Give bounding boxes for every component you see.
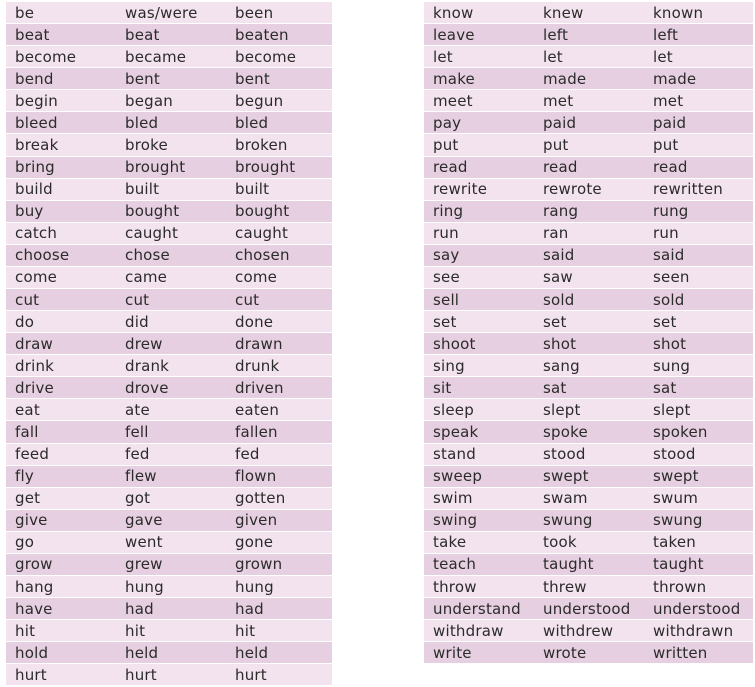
verb-row	[424, 488, 753, 510]
past-simple-cell: drank	[125, 356, 170, 375]
base-form-cell: beat	[15, 25, 50, 44]
base-form-cell: choose	[15, 246, 70, 265]
past-simple-cell: flew	[125, 467, 157, 486]
base-form-cell: drive	[15, 378, 54, 397]
base-form-cell: sweep	[433, 467, 483, 486]
verb-row	[424, 179, 753, 201]
past-simple-cell: wrote	[543, 643, 587, 662]
verb-row	[6, 421, 332, 443]
past-participle-cell: swept	[653, 467, 699, 486]
past-participle-cell: chosen	[235, 246, 290, 265]
past-participle-cell: bought	[235, 202, 290, 221]
past-simple-cell: read	[543, 158, 578, 177]
past-simple-cell: was/were	[125, 3, 198, 22]
past-simple-cell: bled	[125, 113, 159, 132]
past-simple-cell: became	[125, 47, 187, 66]
right-verb-table	[424, 2, 753, 664]
past-participle-cell: slept	[653, 400, 691, 419]
base-form-cell: shoot	[433, 334, 476, 353]
base-form-cell: fall	[15, 423, 39, 442]
past-simple-cell: threw	[543, 577, 587, 596]
verb-row	[424, 554, 753, 576]
base-form-cell: withdraw	[433, 621, 504, 640]
past-participle-cell: made	[653, 69, 697, 88]
past-participle-cell: taken	[653, 533, 696, 552]
verb-row	[6, 311, 332, 333]
base-form-cell: cut	[15, 290, 40, 309]
base-form-cell: catch	[15, 224, 58, 243]
past-participle-cell: thrown	[653, 577, 707, 596]
verb-row	[6, 620, 332, 642]
past-participle-cell: broken	[235, 136, 288, 154]
base-form-cell: put	[433, 136, 459, 154]
base-form-cell: meet	[433, 91, 473, 110]
verb-row	[424, 289, 753, 311]
verb-row	[424, 466, 753, 488]
past-simple-cell: sang	[543, 356, 580, 375]
verb-row	[6, 2, 332, 24]
base-form-cell: eat	[15, 400, 40, 419]
verb-row	[6, 223, 332, 245]
past-participle-cell: run	[653, 224, 679, 243]
past-simple-cell: sat	[543, 378, 567, 397]
past-participle-cell: given	[235, 511, 278, 530]
verb-row	[424, 642, 753, 664]
verb-row	[424, 112, 753, 134]
verb-row	[6, 642, 332, 664]
past-simple-cell: saw	[543, 268, 573, 287]
past-participle-cell: gotten	[235, 489, 286, 508]
past-simple-cell: broke	[125, 136, 168, 154]
verb-row	[6, 245, 332, 267]
past-simple-cell: fed	[125, 445, 150, 464]
verb-row	[6, 289, 332, 311]
verb-row	[6, 532, 332, 554]
past-simple-cell: grew	[125, 555, 163, 574]
verb-row	[424, 201, 753, 223]
past-simple-cell: began	[125, 91, 173, 110]
past-simple-cell: rewrote	[543, 180, 602, 199]
verb-row	[6, 598, 332, 620]
verb-row	[6, 355, 332, 377]
past-participle-cell: bled	[235, 113, 269, 132]
verb-row	[6, 201, 332, 223]
past-simple-cell: understood	[543, 599, 631, 618]
past-participle-cell: drawn	[235, 334, 283, 353]
base-form-cell: go	[15, 533, 35, 552]
past-simple-cell: set	[543, 312, 567, 331]
base-form-cell: set	[433, 312, 457, 331]
past-simple-cell: spoke	[543, 423, 588, 442]
past-simple-cell: hit	[125, 621, 146, 640]
base-form-cell: be	[15, 3, 35, 22]
past-participle-cell: written	[653, 643, 708, 662]
past-participle-cell: done	[235, 312, 274, 331]
past-simple-cell: swept	[543, 467, 589, 486]
past-participle-cell: grown	[235, 555, 283, 574]
past-participle-cell: left	[653, 25, 679, 44]
base-form-cell: draw	[15, 334, 53, 353]
past-participle-cell: put	[653, 136, 679, 154]
past-participle-cell: come	[235, 268, 278, 287]
past-simple-cell: beat	[125, 25, 160, 44]
past-simple-cell: withdrew	[543, 621, 614, 640]
base-form-cell: do	[15, 312, 35, 331]
past-participle-cell: held	[235, 643, 269, 662]
verb-row	[6, 444, 332, 466]
past-participle-cell: understood	[653, 599, 741, 618]
base-form-cell: give	[15, 511, 48, 530]
base-form-cell: get	[15, 489, 41, 508]
past-participle-cell: shot	[653, 334, 687, 353]
left-verb-table	[6, 2, 332, 686]
past-simple-cell: built	[125, 180, 160, 199]
past-participle-cell: swum	[653, 489, 699, 508]
verb-row	[424, 46, 753, 68]
verb-row	[424, 267, 753, 289]
past-simple-cell: cut	[125, 290, 150, 309]
verb-row	[6, 90, 332, 112]
base-form-cell: teach	[433, 555, 477, 574]
verb-row	[6, 112, 332, 134]
base-form-cell: grow	[15, 555, 53, 574]
base-form-cell: come	[15, 268, 58, 287]
column-gutter	[332, 0, 424, 687]
past-simple-cell: got	[125, 489, 151, 508]
base-form-cell: know	[433, 3, 474, 22]
past-participle-cell: seen	[653, 268, 690, 287]
verb-row	[424, 333, 753, 355]
past-participle-cell: bent	[235, 69, 270, 88]
past-simple-cell: drew	[125, 334, 163, 353]
verb-row	[424, 421, 753, 443]
past-simple-cell: said	[543, 246, 575, 265]
past-participle-cell: fallen	[235, 423, 278, 442]
past-participle-cell: fed	[235, 445, 260, 464]
past-simple-cell: left	[543, 25, 569, 44]
base-form-cell: sing	[433, 356, 465, 375]
past-participle-cell: set	[653, 312, 677, 331]
verb-row	[6, 488, 332, 510]
base-form-cell: drink	[15, 356, 55, 375]
past-participle-cell: said	[653, 246, 685, 265]
past-simple-cell: shot	[543, 334, 577, 353]
past-simple-cell: sold	[543, 290, 575, 309]
past-participle-cell: gone	[235, 533, 274, 552]
verb-row	[6, 134, 332, 156]
verb-row	[424, 223, 753, 245]
past-simple-cell: met	[543, 91, 574, 110]
verb-row	[424, 134, 753, 156]
base-form-cell: stand	[433, 445, 476, 464]
past-participle-cell: flown	[235, 467, 277, 486]
past-participle-cell: sung	[653, 356, 691, 375]
past-participle-cell: hit	[235, 621, 256, 640]
past-participle-cell: stood	[653, 445, 696, 464]
base-form-cell: ring	[433, 202, 464, 221]
past-simple-cell: gave	[125, 511, 163, 530]
verb-row	[6, 267, 332, 289]
past-participle-cell: become	[235, 47, 297, 66]
past-participle-cell: driven	[235, 378, 284, 397]
past-simple-cell: ate	[125, 400, 150, 419]
base-form-cell: read	[433, 158, 468, 177]
verb-row	[6, 179, 332, 201]
verb-row	[424, 90, 753, 112]
past-participle-cell: caught	[235, 224, 289, 243]
base-form-cell: sit	[433, 378, 452, 397]
past-simple-cell: held	[125, 643, 159, 662]
past-simple-cell: swung	[543, 511, 593, 530]
past-simple-cell: paid	[543, 113, 577, 132]
verb-row	[6, 24, 332, 46]
past-simple-cell: drove	[125, 378, 169, 397]
base-form-cell: run	[433, 224, 459, 243]
verb-row	[6, 554, 332, 576]
past-simple-cell: bought	[125, 202, 180, 221]
base-form-cell: swing	[433, 511, 478, 530]
past-participle-cell: withdrawn	[653, 621, 734, 640]
verb-row	[424, 377, 753, 399]
verb-row	[424, 598, 753, 620]
past-simple-cell: put	[543, 136, 569, 154]
verb-row	[424, 576, 753, 598]
past-participle-cell: rung	[653, 202, 689, 221]
past-participle-cell: had	[235, 599, 264, 618]
past-participle-cell: let	[653, 47, 673, 66]
base-form-cell: rewrite	[433, 180, 488, 199]
past-participle-cell: sold	[653, 290, 685, 309]
past-simple-cell: knew	[543, 3, 584, 22]
past-simple-cell: taught	[543, 555, 594, 574]
past-participle-cell: eaten	[235, 400, 280, 419]
base-form-cell: buy	[15, 202, 44, 221]
base-form-cell: let	[433, 47, 453, 66]
base-form-cell: feed	[15, 445, 50, 464]
verb-row	[6, 664, 332, 686]
past-participle-cell: sat	[653, 378, 677, 397]
base-form-cell: break	[15, 136, 59, 154]
verb-row	[424, 245, 753, 267]
verb-row	[424, 620, 753, 642]
base-form-cell: leave	[433, 25, 475, 44]
base-form-cell: hit	[15, 621, 36, 640]
base-form-cell: hurt	[15, 665, 47, 684]
verb-row	[6, 46, 332, 68]
past-participle-cell: built	[235, 180, 270, 199]
base-form-cell: say	[433, 246, 460, 265]
verb-row	[424, 24, 753, 46]
past-participle-cell: begun	[235, 91, 284, 110]
past-simple-cell: stood	[543, 445, 586, 464]
base-form-cell: make	[433, 69, 475, 88]
past-simple-cell: slept	[543, 400, 581, 419]
base-form-cell: understand	[433, 599, 521, 618]
past-simple-cell: hurt	[125, 665, 157, 684]
verb-row	[424, 399, 753, 421]
verb-row	[6, 576, 332, 598]
base-form-cell: see	[433, 268, 460, 287]
base-form-cell: speak	[433, 423, 479, 442]
past-simple-cell: had	[125, 599, 154, 618]
past-participle-cell: beaten	[235, 25, 289, 44]
past-simple-cell: caught	[125, 224, 179, 243]
base-form-cell: take	[433, 533, 467, 552]
past-simple-cell: made	[543, 69, 587, 88]
base-form-cell: bleed	[15, 113, 58, 132]
base-form-cell: build	[15, 180, 53, 199]
past-participle-cell: brought	[235, 158, 296, 177]
past-simple-cell: did	[125, 312, 149, 331]
past-simple-cell: rang	[543, 202, 579, 221]
base-form-cell: become	[15, 47, 77, 66]
verb-row	[6, 399, 332, 421]
base-form-cell: throw	[433, 577, 477, 596]
past-participle-cell: spoken	[653, 423, 708, 442]
base-form-cell: sell	[433, 290, 460, 309]
past-participle-cell: read	[653, 158, 688, 177]
verb-row	[424, 532, 753, 554]
base-form-cell: write	[433, 643, 472, 662]
past-participle-cell: paid	[653, 113, 687, 132]
verb-row	[424, 311, 753, 333]
past-simple-cell: fell	[125, 423, 149, 442]
base-form-cell: hold	[15, 643, 49, 662]
verb-row	[424, 68, 753, 90]
verb-row	[424, 355, 753, 377]
past-participle-cell: taught	[653, 555, 704, 574]
past-participle-cell: rewritten	[653, 180, 723, 199]
past-participle-cell: hurt	[235, 665, 267, 684]
base-form-cell: begin	[15, 91, 58, 110]
verb-row	[6, 333, 332, 355]
past-simple-cell: ran	[543, 224, 569, 243]
past-simple-cell: chose	[125, 246, 170, 265]
past-participle-cell: cut	[235, 290, 260, 309]
past-participle-cell: been	[235, 3, 274, 22]
past-simple-cell: brought	[125, 158, 186, 177]
base-form-cell: fly	[15, 467, 34, 486]
past-participle-cell: drunk	[235, 356, 280, 375]
past-participle-cell: swung	[653, 511, 703, 530]
past-simple-cell: bent	[125, 69, 160, 88]
verb-row	[6, 157, 332, 179]
past-simple-cell: took	[543, 533, 577, 552]
past-participle-cell: hung	[235, 577, 274, 596]
past-simple-cell: let	[543, 47, 563, 66]
verb-row	[424, 444, 753, 466]
base-form-cell: swim	[433, 489, 473, 508]
verb-row	[424, 2, 753, 24]
base-form-cell: sleep	[433, 400, 474, 419]
verb-row	[424, 510, 753, 532]
verb-row	[6, 68, 332, 90]
verb-row	[424, 157, 753, 179]
verb-row	[6, 510, 332, 532]
verb-row	[6, 466, 332, 488]
past-participle-cell: known	[653, 3, 704, 22]
base-form-cell: bend	[15, 69, 54, 88]
verb-row	[6, 377, 332, 399]
past-simple-cell: hung	[125, 577, 164, 596]
past-participle-cell: met	[653, 91, 684, 110]
base-form-cell: pay	[433, 113, 462, 132]
past-simple-cell: swam	[543, 489, 588, 508]
past-simple-cell: came	[125, 268, 168, 287]
base-form-cell: have	[15, 599, 53, 618]
base-form-cell: bring	[15, 158, 55, 177]
base-form-cell: hang	[15, 577, 54, 596]
past-simple-cell: went	[125, 533, 163, 552]
